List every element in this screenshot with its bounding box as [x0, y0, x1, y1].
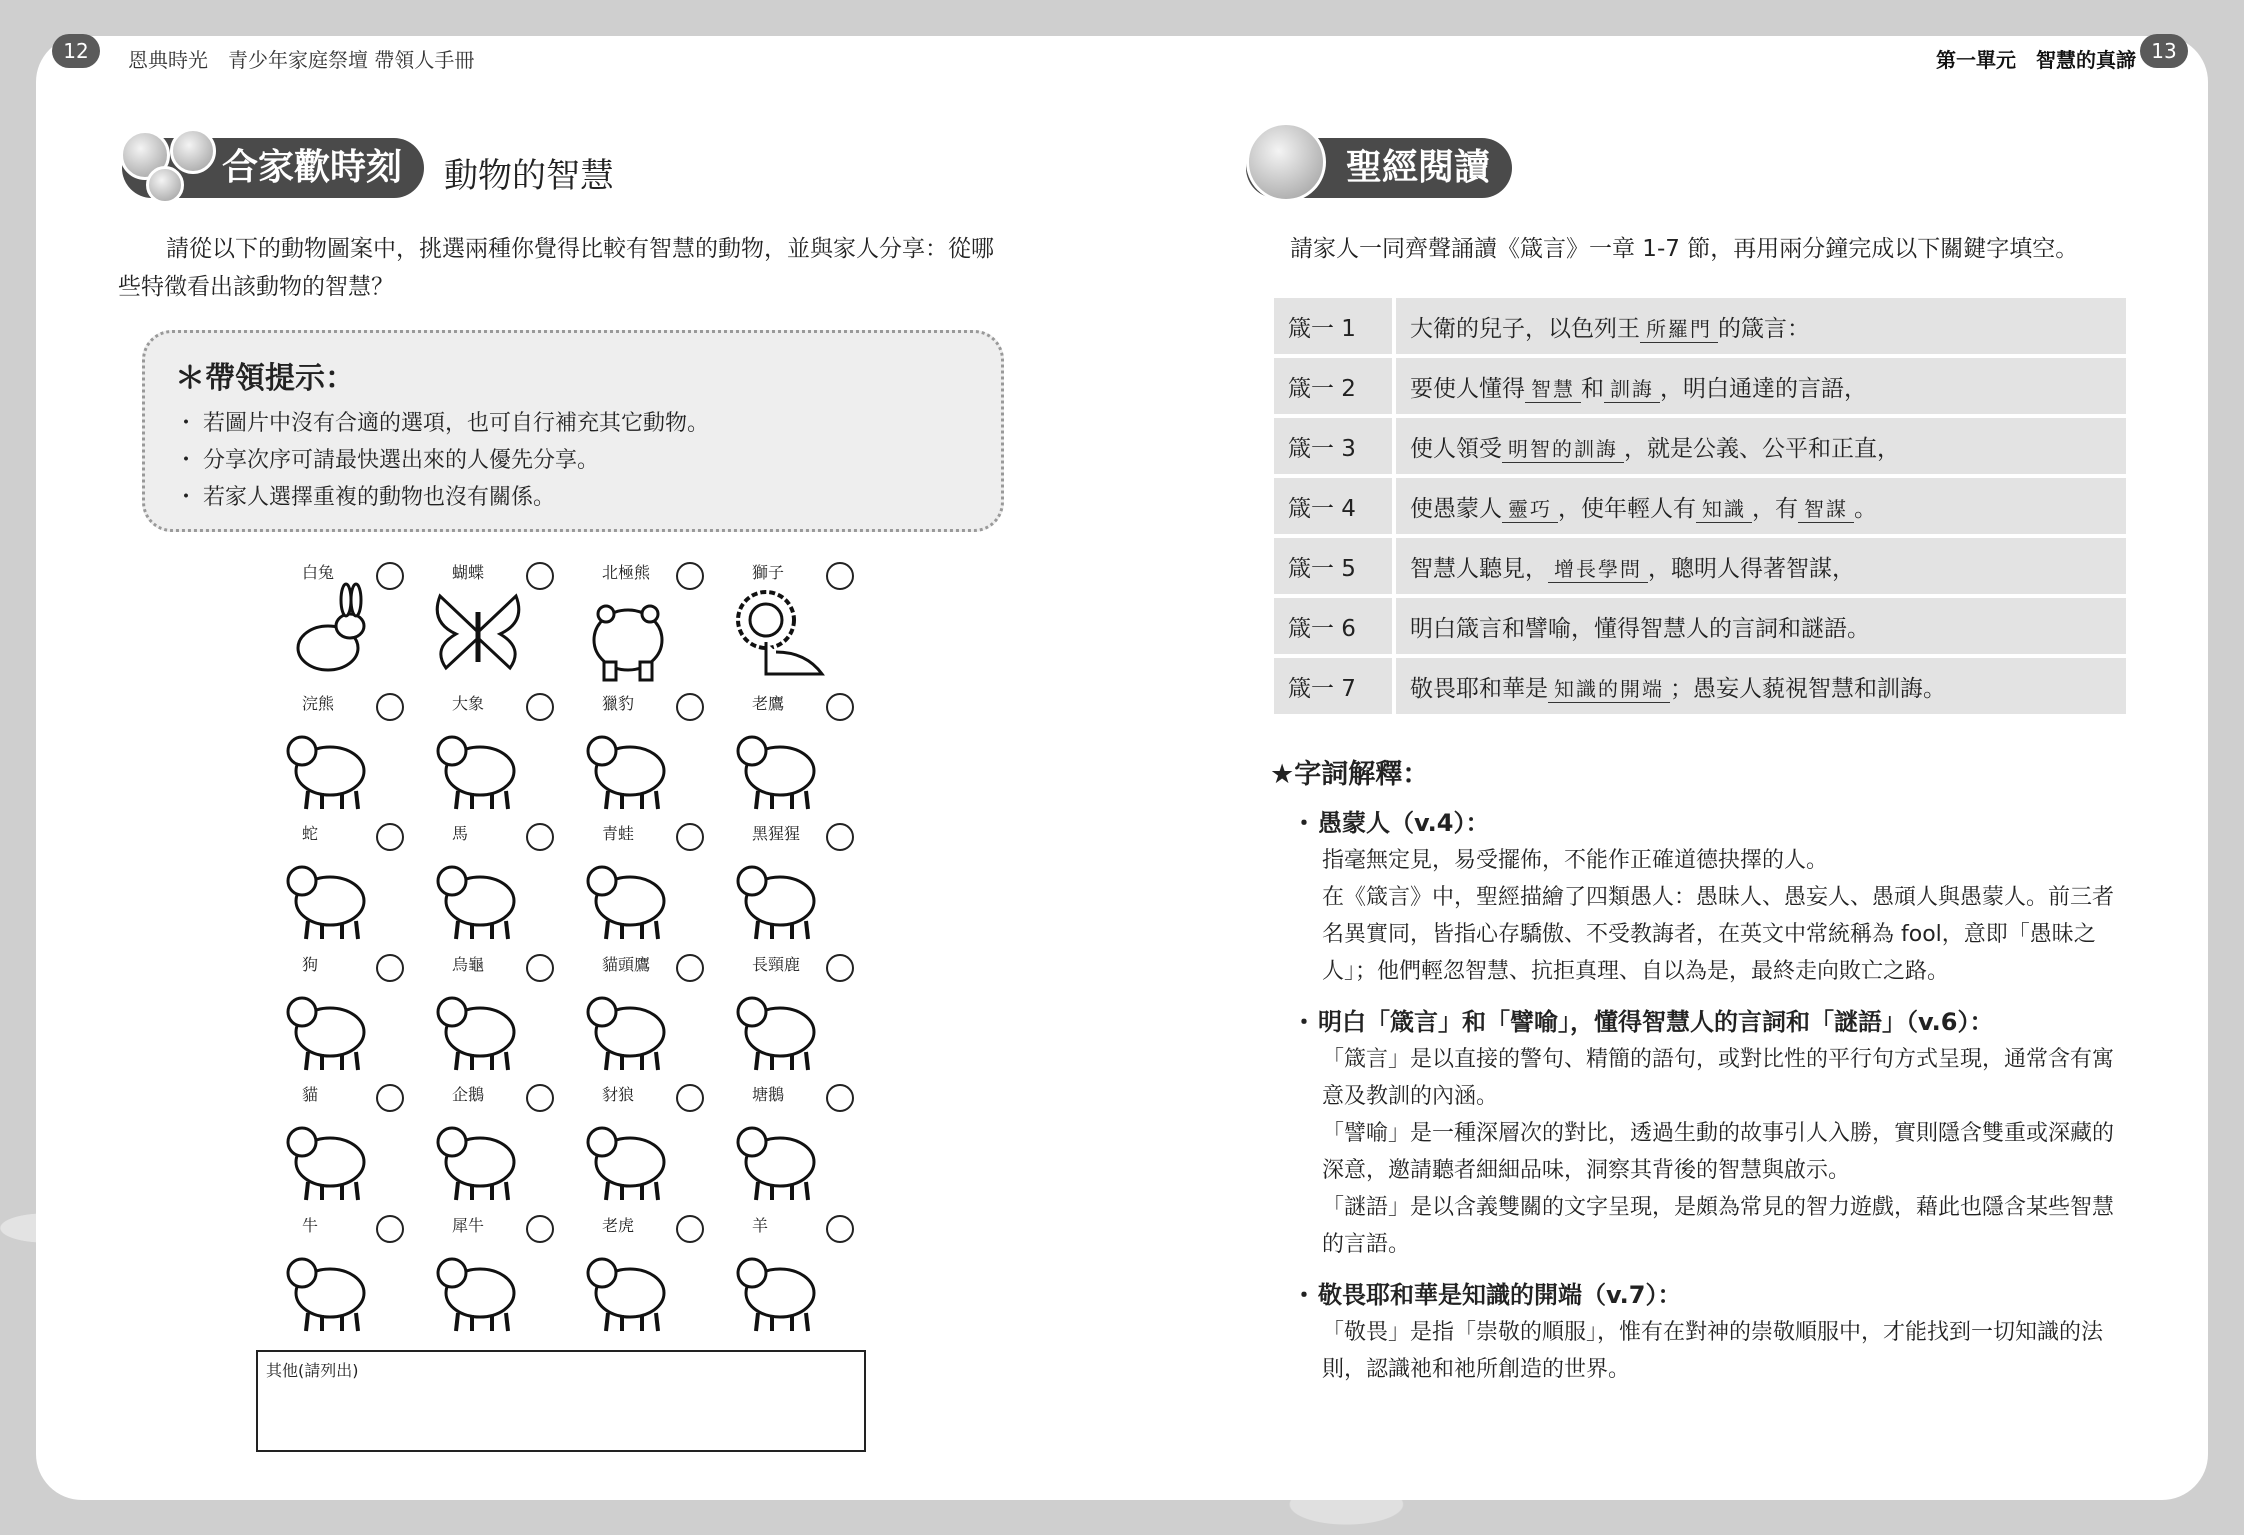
glossary-term: ・敬畏耶和華是知識的開端（v.7）：	[1292, 1281, 1682, 1309]
glossary-definition	[1270, 1314, 2130, 1388]
left-running-header: 恩典時光 青少年家庭祭壇 帶領人手冊	[128, 48, 475, 72]
animal-name: 大象	[452, 693, 485, 713]
jackal-icon	[576, 1104, 680, 1204]
glossary-section	[1270, 752, 2130, 1400]
right-intro: 請家人一同齊聲誦讀《箴言》一章 1-7 節，再用兩分鐘完成以下關鍵字填空。	[1290, 236, 2079, 262]
verse-blank[interactable]: 智慧	[1525, 373, 1581, 403]
butterfly-icon	[426, 582, 530, 682]
verse-blank[interactable]: 知識的開端	[1548, 673, 1670, 703]
animal-option	[412, 558, 562, 689]
animal-option	[712, 689, 862, 820]
animal-option	[262, 689, 412, 820]
verse-blank[interactable]: 智謀	[1798, 493, 1854, 523]
rhino-icon	[426, 1235, 530, 1335]
animal-name: 豺狼	[602, 1085, 635, 1105]
verse-row	[1274, 358, 2126, 414]
animal-option	[412, 689, 562, 820]
animal-select-circle[interactable]	[376, 693, 404, 721]
animal-name: 白兔	[302, 563, 335, 582]
other-animals-box[interactable]	[256, 1350, 866, 1452]
verse-text: 使人領受 明智的訓誨 ，就是公義、公平和正直，	[1396, 418, 2126, 474]
tiger-icon	[576, 1235, 680, 1335]
verse-text: 明白箴言和譬喻，懂得智慧人的言詞和謎語。	[1396, 598, 2126, 654]
animal-option	[412, 950, 562, 1081]
animal-select-circle[interactable]	[826, 562, 854, 590]
glossary-line: 「箴言」是以直接的警句、精簡的語句，或對比性的平行句方式呈現，通常含有寓意及教訓的內涵。	[1322, 1047, 2115, 1109]
animal-select-circle[interactable]	[826, 1084, 854, 1112]
cheetah-icon	[576, 713, 680, 813]
glossary-line: 「譬喻」是一種深層次的對比，透過生動的故事引人入勝，實則隱含雙重或深藏的深意，邀請聽者細細品味，洞察其背後的智慧與啟示。	[1322, 1121, 2115, 1183]
verse-row	[1274, 418, 2126, 474]
glossary-line: 「謎語」是以含義雙關的文字呈現，是頗為常見的智力遊戲，藉此也隱含某些智慧的言語。	[1322, 1195, 2115, 1257]
animal-select-circle[interactable]	[526, 954, 554, 982]
animal-option	[562, 950, 712, 1081]
animal-name: 浣熊	[302, 693, 335, 713]
pelican-icon	[726, 1104, 830, 1204]
verse-fill-table	[1274, 294, 2126, 718]
animal-select-circle[interactable]	[826, 693, 854, 721]
verse-row	[1274, 598, 2126, 654]
animal-select-circle[interactable]	[376, 1084, 404, 1112]
animal-select-circle[interactable]	[526, 1084, 554, 1112]
verse-blank[interactable]: 增長學問	[1548, 553, 1648, 583]
animal-select-circle[interactable]	[526, 693, 554, 721]
animal-select-circle[interactable]	[676, 562, 704, 590]
frog-icon	[576, 843, 680, 943]
animal-choice-grid	[262, 558, 862, 1342]
section-label-bible-reading: 聖經閱讀	[1246, 138, 1512, 198]
chimpanzee-icon	[726, 843, 830, 943]
sheep-icon	[726, 1235, 830, 1335]
section-label-family-time: 合家歡時刻	[122, 138, 424, 198]
verse-blank[interactable]: 明智的訓誨	[1502, 433, 1624, 463]
animal-name: 烏龜	[452, 954, 485, 974]
verse-ref: 箴一 1	[1274, 298, 1396, 354]
verse-ref: 箴一 4	[1274, 478, 1396, 534]
lion-icon	[726, 582, 830, 682]
verse-blank[interactable]: 靈巧	[1502, 493, 1558, 523]
animal-name: 犀牛	[452, 1215, 485, 1235]
verse-ref: 箴一 6	[1274, 598, 1396, 654]
animal-option	[562, 1080, 712, 1211]
verse-blank[interactable]: 所羅門	[1640, 313, 1718, 343]
animal-option	[412, 1080, 562, 1211]
animal-name: 牛	[302, 1215, 319, 1235]
verse-blank[interactable]: 知識	[1696, 493, 1752, 523]
glossary-term: ・明白「箴言」和「譬喻」，懂得智慧人的言詞和「謎語」（v.6）：	[1292, 1008, 1994, 1036]
animal-name: 貓	[302, 1085, 319, 1105]
animal-option	[262, 1080, 412, 1211]
verse-row	[1274, 538, 2126, 594]
leader-tips-box	[142, 330, 1004, 532]
right-running-header: 第一單元 智慧的真諦	[1936, 48, 2136, 72]
verse-blank[interactable]: 訓誨	[1604, 373, 1660, 403]
raccoon-icon	[276, 713, 380, 813]
animal-name: 貓頭鷹	[602, 954, 651, 974]
family-avatar-icon	[118, 118, 218, 218]
section-subtitle: 動物的智慧	[444, 156, 614, 196]
animal-select-circle[interactable]	[826, 823, 854, 851]
animal-option	[562, 558, 712, 689]
animal-select-circle[interactable]	[676, 823, 704, 851]
horse-icon	[426, 843, 530, 943]
eagle-icon	[726, 713, 830, 813]
animal-name: 狗	[302, 954, 319, 974]
verse-row	[1274, 658, 2126, 714]
animal-option	[562, 819, 712, 950]
animal-select-circle[interactable]	[376, 1215, 404, 1243]
animal-name: 老鷹	[752, 693, 785, 713]
tip-item: ・ 分享次序可請最快選出來的人優先分享。	[175, 448, 600, 473]
glossary-term: ・愚蒙人（v.4）：	[1292, 809, 1490, 837]
animal-select-circle[interactable]	[376, 562, 404, 590]
giraffe-icon	[726, 974, 830, 1074]
glossary-line: 指毫無定見，易受擺佈，不能作正確道德抉擇的人。	[1322, 848, 1829, 873]
verse-ref: 箴一 7	[1274, 658, 1396, 714]
animal-name: 羊	[752, 1215, 769, 1235]
glossary-title: ★字詞解釋：	[1270, 759, 1430, 790]
animal-name: 企鵝	[452, 1085, 485, 1105]
animal-select-circle[interactable]	[526, 562, 554, 590]
owl-icon	[576, 974, 680, 1074]
verse-ref: 箴一 5	[1274, 538, 1396, 594]
animal-name: 馬	[452, 824, 469, 844]
verse-row	[1274, 298, 2126, 354]
verse-ref: 箴一 2	[1274, 358, 1396, 414]
verse-text: 智慧人聽見， 增長學問 ，聰明人得著智謀，	[1396, 538, 2126, 594]
polar-bear-icon	[576, 582, 680, 682]
animal-option	[712, 1080, 862, 1211]
animal-select-circle[interactable]	[676, 954, 704, 982]
turtle-icon	[426, 974, 530, 1074]
verse-text: 使愚蒙人 靈巧 ，使年輕人有 知識 ，有 智謀 。	[1396, 478, 2126, 534]
animal-option	[262, 950, 412, 1081]
animal-select-circle[interactable]	[676, 693, 704, 721]
animal-select-circle[interactable]	[526, 1215, 554, 1243]
cow-icon	[276, 1235, 380, 1335]
animal-select-circle[interactable]	[376, 954, 404, 982]
animal-select-circle[interactable]	[826, 954, 854, 982]
animal-name: 獵豹	[602, 693, 635, 713]
animal-select-circle[interactable]	[826, 1215, 854, 1243]
animal-name: 老虎	[602, 1215, 635, 1235]
cat-icon	[276, 1104, 380, 1204]
rabbit-icon	[276, 582, 380, 682]
animal-option	[262, 1211, 412, 1342]
tip-item: ・ 若家人選擇重複的動物也沒有關係。	[175, 485, 556, 510]
animal-select-circle[interactable]	[376, 823, 404, 851]
animal-name: 蛇	[302, 824, 319, 844]
reader-avatar-icon	[1240, 118, 1330, 218]
animal-option	[712, 819, 862, 950]
tips-title: ＊帶領提示：	[175, 361, 355, 396]
snake-icon	[276, 843, 380, 943]
verse-text: 敬畏耶和華是 知識的開端 ；愚妄人藐視智慧和訓誨。	[1396, 658, 2126, 714]
animal-select-circle[interactable]	[676, 1215, 704, 1243]
glossary-line: 在《箴言》中，聖經描繪了四類愚人：愚昧人、愚妄人、愚頑人與愚蒙人。前三者名異實同，皆指心存驕傲、不受教誨者，在英文中常統稱為 fool，意即「愚昧之人」；他們輕忽智慧、抗拒真理、自以為是，最終走向敗亡之路。	[1322, 885, 2115, 984]
penguin-icon	[426, 1104, 530, 1204]
verse-text: 要使人懂得 智慧 和 訓誨 ，明白通達的言語，	[1396, 358, 2126, 414]
animal-select-circle[interactable]	[676, 1084, 704, 1112]
animal-option	[562, 689, 712, 820]
verse-ref: 箴一 3	[1274, 418, 1396, 474]
animal-name: 長頸鹿	[752, 954, 801, 974]
animal-name: 黑猩猩	[752, 824, 801, 844]
animal-name: 青蛙	[602, 824, 635, 844]
animal-name: 塘鵝	[752, 1085, 785, 1105]
animal-option	[562, 1211, 712, 1342]
animal-option	[712, 1211, 862, 1342]
left-page-number: 12	[52, 34, 100, 68]
dog-icon	[276, 974, 380, 1074]
verse-row	[1274, 478, 2126, 534]
animal-option	[262, 819, 412, 950]
animal-name: 獅子	[752, 563, 785, 582]
animal-select-circle[interactable]	[526, 823, 554, 851]
left-intro: 請從以下的動物圖案中，挑選兩種你覺得比較有智慧的動物，並與家人分享：從哪些特徵看出該動物的智慧？	[118, 236, 994, 300]
glossary-line: 「敬畏」是指「崇敬的順服」，惟有在對神的崇敬順服中，才能找到一切知識的法則，認識祂和祂所創造的世界。	[1322, 1320, 2104, 1382]
animal-option	[712, 950, 862, 1081]
right-page-number: 13	[2140, 34, 2188, 68]
tip-item: ・ 若圖片中沒有合適的選項，也可自行補充其它動物。	[175, 411, 710, 436]
elephant-icon	[426, 713, 530, 813]
animal-option	[262, 558, 412, 689]
animal-option	[712, 558, 862, 689]
animal-name: 蝴蝶	[452, 563, 485, 582]
verse-text: 大衛的兒子，以色列王 所羅門 的箴言：	[1396, 298, 2126, 354]
animal-name: 北極熊	[602, 563, 651, 582]
animal-option	[412, 1211, 562, 1342]
glossary-definition	[1270, 842, 2130, 990]
other-animals-label: 其他(請列出)	[266, 1361, 359, 1380]
animal-option	[412, 819, 562, 950]
glossary-definition	[1270, 1041, 2130, 1263]
